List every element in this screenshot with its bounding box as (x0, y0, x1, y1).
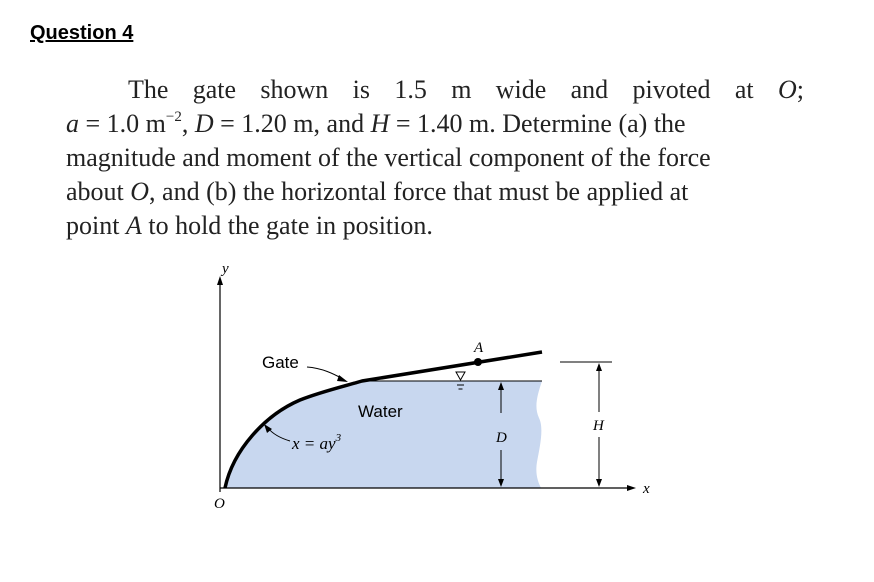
point-a-label: A (474, 340, 484, 356)
point-a-marker (474, 358, 482, 366)
gate-label: Gate (262, 353, 299, 372)
problem-line-4: about O, and (b) the horizontal force that must be applied at (66, 177, 689, 206)
problem-line-1: The gate shown is 1.5 m wide and pivoted at O; (128, 75, 804, 104)
x-axis-arrow (627, 485, 636, 491)
gate-leader-arrow (337, 375, 348, 382)
depth-label: D (496, 430, 507, 446)
y-axis-arrow (217, 276, 223, 285)
height-arrow-top (596, 363, 602, 371)
question-heading: Question 4 (30, 22, 134, 44)
height-arrow-bottom (596, 479, 602, 487)
gate-diagram (180, 258, 660, 518)
gate-leader-line (307, 367, 343, 379)
problem-line-2: a = 1.0 $m^{-2}$, D = 1.20 m, and H = 1.40 m. Determine (a) the (66, 109, 686, 138)
water-label: Water (358, 402, 403, 421)
problem-statement (66, 73, 804, 243)
x-axis-label: x (643, 481, 650, 497)
problem-line-3: magnitude and moment of the vertical component of the force (66, 143, 711, 172)
origin-label: O (214, 496, 225, 512)
y-axis-label: y (222, 261, 229, 277)
water-region (227, 381, 542, 488)
height-label: H (593, 418, 604, 434)
problem-line-5: point A to hold the gate in position. (66, 211, 433, 240)
curve-equation: $x = ay^3$ (292, 432, 342, 453)
water-surface-symbol (456, 372, 465, 380)
